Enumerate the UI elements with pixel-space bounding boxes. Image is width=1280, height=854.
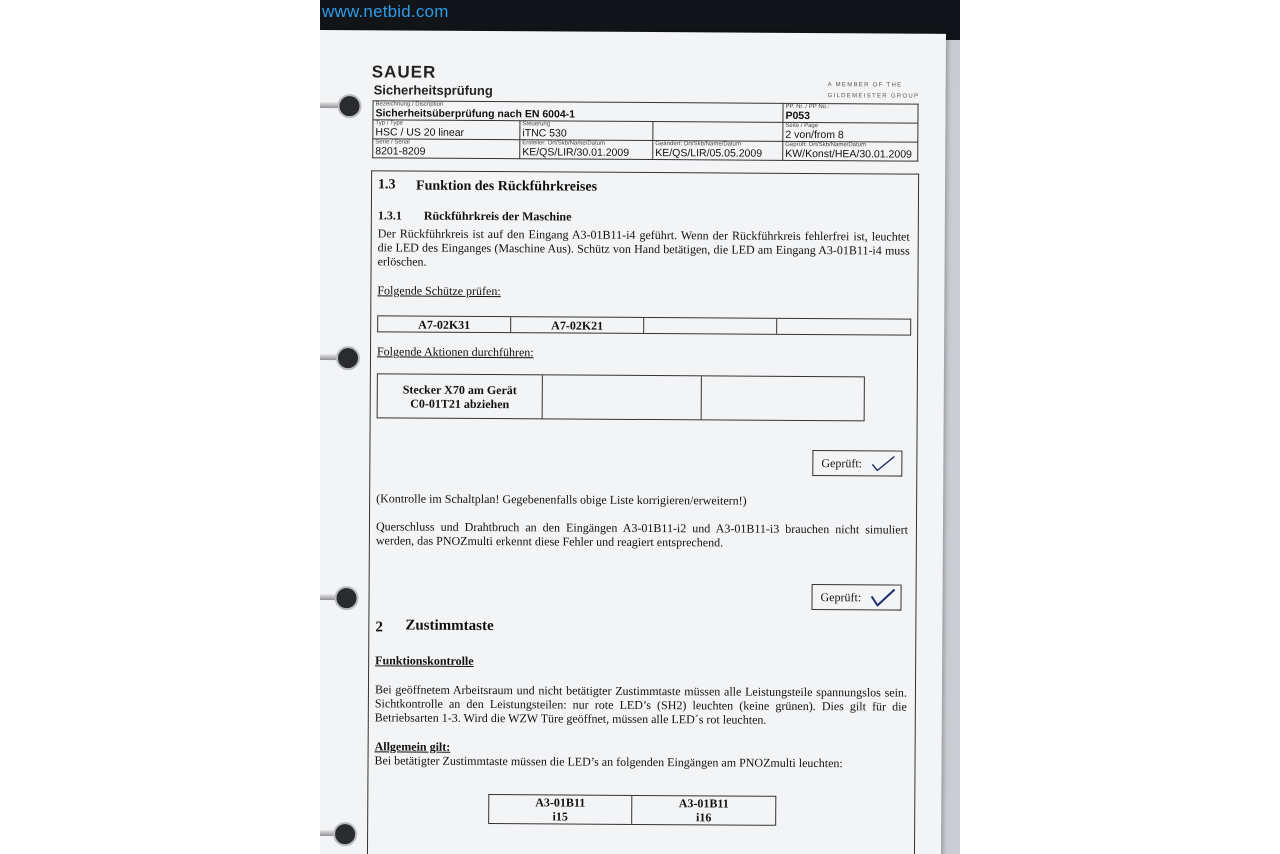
function-paragraph: Bei geöffnetem Arbeitsraum und nicht betätigter Zustimmtaste müssen alle Leistungsteile spannungslos sein. Sichtkontrolle an den Leistungsteilen: nur rote LED’s (SH2) leuchten (keine grünen). Dies gilt für die Betriebsarten 1-3. Wird die WZW Türe geöffnet, müssen alle LED´s rot leuchten. [374,682,908,727]
content-frame [367,170,919,854]
action-cell [543,375,702,419]
member-note: A MEMBER OF THE GILDEMEISTER GROUP [827,82,920,100]
page-number-cell: Seite / Page 2 von/from 8 [783,122,918,142]
checked-cell: Geprüft: Ort/Skb/Name/Datum KW/Konst/HEA/30.01.2009 [783,141,918,161]
cross-short-paragraph: Querschluss und Drahtbruch an den Eingängen A3-01B11-i2 und A3-01B11-i3 brauchen nicht simuliert werden, das PNOZmulti erkennt diese Fehler und reagiert entsprechend. [375,519,909,550]
binder-ring [320,94,360,116]
section-number: 2 [375,619,383,636]
watermark: www.netbid.com [322,2,449,21]
check-mark-icon [869,588,895,606]
contactor-cell [777,319,910,335]
checked-box: Geprüft: [812,450,902,477]
subsection-heading: Rückführkreis der Maschine [423,208,572,224]
action-cell [702,376,864,420]
input-cell: A3-01B11 i15 [489,795,632,824]
function-heading: Funktionskontrolle [375,653,474,668]
input-cell: A3-01B11 i16 [678,796,729,825]
contactor-cell: A7-02K31 [378,316,511,332]
document-page [320,30,946,854]
type-cell: Typ / Type HSC / US 20 linear [373,120,520,140]
general-heading: Allgemein gilt: [374,739,451,754]
serial-cell: Serie / Serial 8201-8209 [373,139,520,159]
contactor-cell: A7-02K21 [511,317,644,333]
binder-ring [320,346,358,368]
company-logo: SAUER [371,62,437,82]
subsection-number: 1.3.1 [377,208,402,223]
binder-ring [320,822,355,844]
empty-cell [653,122,783,142]
feedback-paragraph: Der Rückführkreis ist auf den Eingang A3-01B11-i4 geführt. Wenn der Rückführkreis fehlerfrei ist, leuchtet die LED des Einganges (Maschine Aus). Schütz von Hand betätigen, die LED am Eingang A3-01B11-i4 muss erlöschen. [377,226,910,269]
binder-ring [320,586,357,608]
inputs-table [488,794,776,826]
control-cell: Steuerung iTNC 530 [520,121,653,141]
contactors-heading: Folgende Schütze prüfen: [377,283,501,299]
schematic-note: (Kontrolle im Schaltplan! Gegebenenfalls obige Liste korrigieren/erweitern!) [376,491,747,508]
section-heading: Zustimmtaste [405,617,494,635]
general-paragraph: Bei betätigter Zustimmtaste müssen die LED’s an folgenden Eingängen am PNOZmulti leuchten: [374,753,843,771]
description-cell: Bezeichnung / Discription Sicherheitsüberprüfung nach EN 6004-1 [373,101,783,123]
section-number: 1.3 [378,177,396,193]
document-meta-table [372,100,918,161]
actions-heading: Folgende Aktionen durchführen: [376,344,534,360]
created-cell: Ersteller: Ort/Skb/Name/Datum KE/QS/LIR/30.01.2009 [520,140,653,160]
pp-number-cell: PP. Nr. / PP No.: P053 [783,103,918,123]
changed-cell: Geändert: Ort/Skb/Name/Datum KE/QS/LIR/05.05.2009 [653,141,783,161]
actions-table [377,373,865,421]
checked-box: Geprüft: [811,584,901,611]
document-photo [320,0,960,854]
section-heading: Funktion des Rückführkreises [416,178,598,195]
contactor-cell [644,318,777,334]
contactors-table [377,315,911,335]
page-title: Sicherheitsprüfung [373,82,493,99]
check-mark-icon [870,454,896,472]
action-cell: Stecker X70 am Gerät C0-01T21 abziehen [378,374,543,418]
